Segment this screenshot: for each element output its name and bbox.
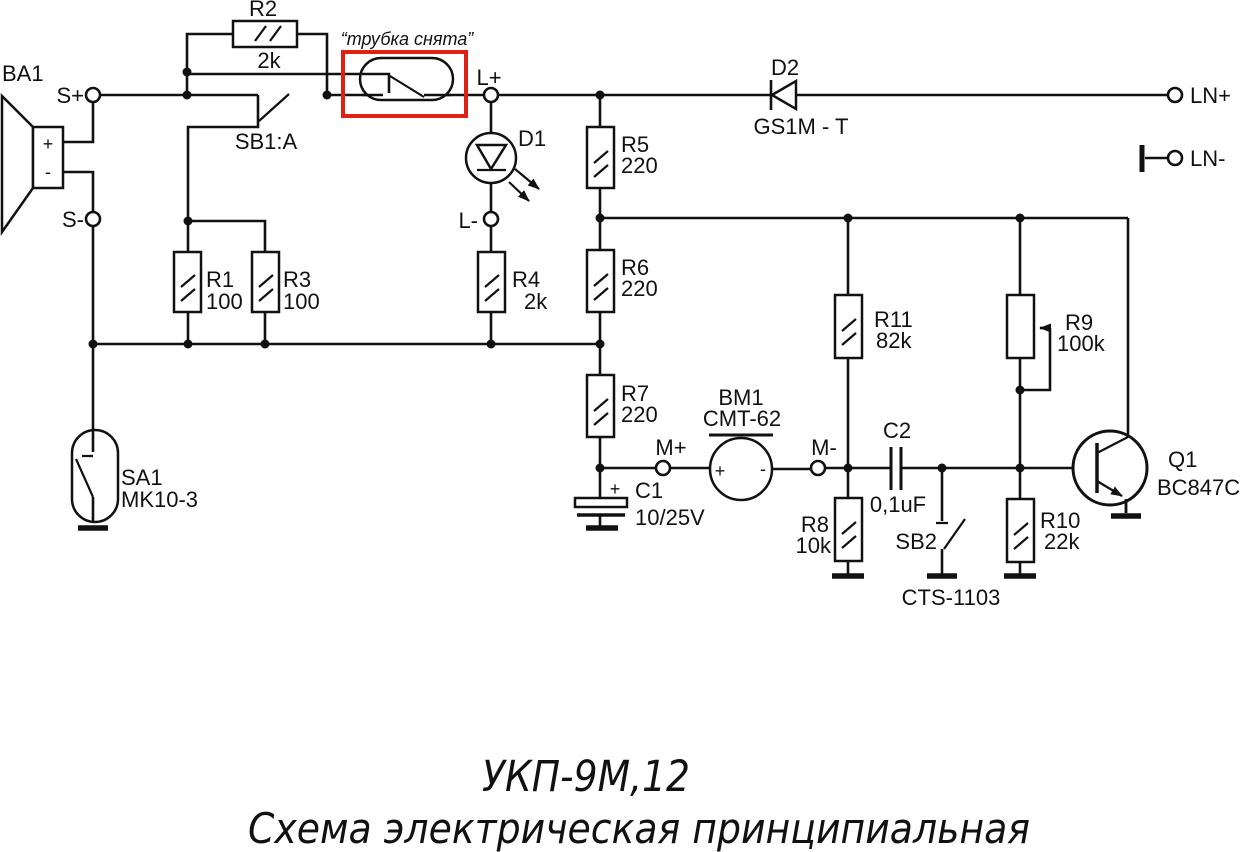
reed-sa1-ref: SA1	[121, 465, 163, 490]
capacitor-c1-polarity: +	[609, 479, 621, 499]
resistor-r10-ref: R10	[1040, 508, 1081, 533]
resistor-r4-value: 2k	[524, 289, 548, 314]
diode-d2	[754, 55, 849, 139]
terminal-s-plus	[86, 88, 100, 102]
capacitor-c1-ref: C1	[635, 478, 664, 503]
reed-switch-sa1	[72, 430, 198, 528]
terminal-ln-minus-label: LN-	[1190, 146, 1226, 171]
terminal-m-minus	[811, 461, 825, 475]
resistor-r6-ref: R6	[621, 255, 650, 280]
terminal-s-minus-label: S-	[62, 207, 84, 232]
capacitor-c1-value: 10/25V	[635, 505, 705, 530]
speaker-plus: +	[42, 134, 54, 154]
resistor-r1	[174, 252, 243, 314]
led-d1-ref: D1	[518, 126, 547, 151]
reed-annotation: “трубка снята”	[340, 29, 474, 49]
switch-sb1a-label: SB1:A	[234, 129, 298, 154]
resistor-r8-ref: R8	[800, 512, 829, 537]
terminal-m-plus	[656, 461, 670, 475]
potentiometer-r9-value: 100k	[1057, 331, 1105, 356]
terminal-l-minus	[484, 212, 498, 226]
terminal-l-plus-label: L+	[476, 65, 502, 90]
speaker-minus: -	[45, 162, 51, 182]
switch-sb2	[895, 519, 1000, 610]
resistor-r2	[233, 0, 297, 73]
capacitor-c2-ref: C2	[882, 418, 912, 443]
resistor-r11	[835, 295, 913, 358]
capacitor-c2-value: 0,1uF	[869, 492, 927, 517]
resistor-r5	[587, 127, 658, 188]
diode-d2-value: GS1M - T	[753, 114, 849, 139]
resistor-r1-value: 100	[206, 289, 243, 314]
terminal-ln-plus	[1168, 88, 1182, 102]
speaker-ba1	[2, 61, 63, 232]
resistor-r2-ref: R2	[248, 0, 278, 21]
terminal-s-plus-label: S+	[56, 83, 84, 108]
resistor-r5-value: 220	[621, 153, 658, 178]
potentiometer-r9-ref: R9	[1065, 310, 1094, 335]
microphone-bm1-value: CMT-62	[702, 406, 782, 431]
switch-sb2-ref: SB2	[895, 529, 937, 554]
resistor-r3-ref: R3	[283, 267, 312, 292]
led-d1	[466, 126, 546, 201]
terminal-m-minus-label: M-	[811, 435, 837, 460]
resistor-r7-ref: R7	[621, 381, 650, 406]
resistor-r11-value: 82k	[876, 328, 912, 353]
resistor-r1-ref: R1	[206, 267, 235, 292]
reed-sa1-value: MK10-3	[121, 487, 199, 512]
schematic-subtitle: Схема электрическая принципиальная	[248, 804, 1030, 852]
transistor-q1-ref: Q1	[1168, 447, 1198, 472]
resistor-r4-ref: R4	[512, 267, 541, 292]
resistor-r4	[478, 252, 548, 314]
terminal-ln-plus-label: LN+	[1190, 83, 1231, 108]
terminal-m-plus-label: M+	[655, 435, 687, 460]
resistor-r11-ref: R11	[874, 307, 913, 332]
speaker-ref: BA1	[2, 61, 44, 86]
terminal-l-plus	[484, 88, 498, 102]
resistor-r5-ref: R5	[621, 132, 650, 157]
terminal-s-minus	[86, 212, 100, 226]
resistor-r6-value: 220	[621, 276, 658, 301]
potentiometer-r9	[1007, 295, 1106, 358]
switch-sb1a	[235, 94, 298, 154]
capacitor-c1	[575, 478, 705, 530]
resistor-r7	[587, 375, 658, 437]
schematic-title: УКП-9М,12	[482, 752, 690, 802]
resistor-r7-value: 220	[621, 402, 658, 427]
microphone-plus: +	[714, 461, 726, 481]
title-block	[248, 752, 1030, 852]
terminal-ln-minus	[1168, 151, 1182, 165]
resistor-r6	[587, 250, 658, 312]
terminal-l-minus-label: L-	[458, 208, 478, 233]
diode-d2-ref: D2	[770, 55, 800, 80]
microphone-bm1-ref: BM1	[718, 385, 764, 410]
microphone-minus: -	[760, 459, 766, 479]
microphone-bm1	[703, 385, 781, 500]
transistor-q1	[1073, 431, 1240, 516]
reed-switch-hook	[341, 29, 475, 116]
switch-sb2-value: CTS-1103	[901, 585, 1001, 610]
resistor-r8-value: 10k	[795, 533, 831, 558]
resistor-r2-value: 2k	[257, 48, 281, 73]
resistor-r10-value: 22k	[1044, 529, 1080, 554]
resistor-r8	[796, 498, 864, 576]
transistor-q1-value: BC847C	[1157, 475, 1240, 500]
resistor-r10	[1004, 499, 1080, 576]
resistor-r3-value: 100	[283, 289, 320, 314]
resistor-r3	[252, 252, 320, 314]
